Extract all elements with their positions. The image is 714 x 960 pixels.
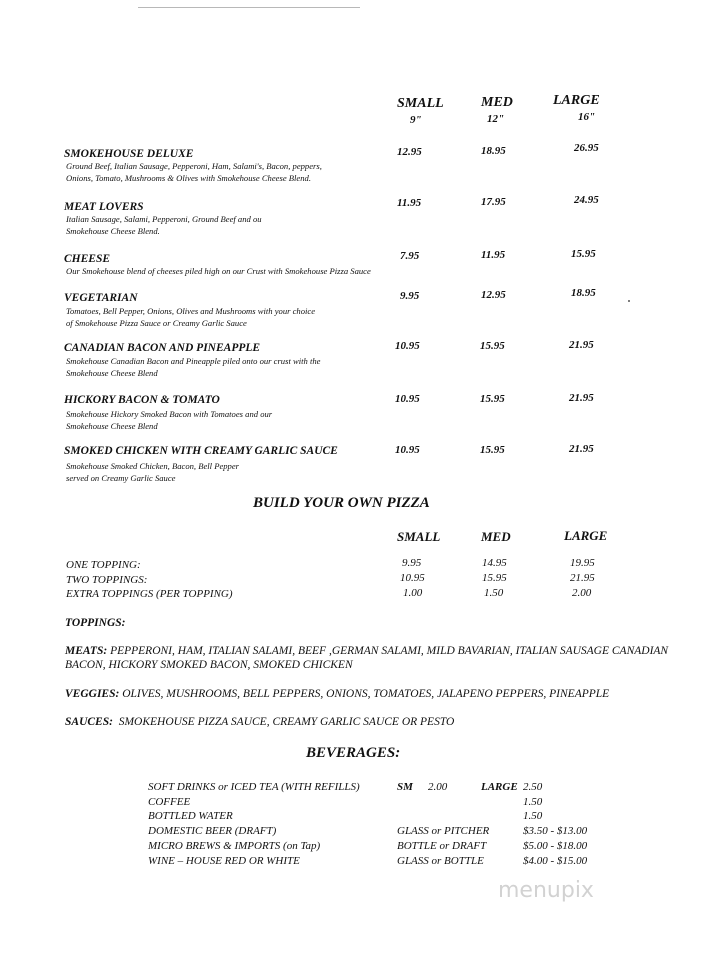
price-large: 18.95: [571, 287, 596, 299]
price-large: 21.95: [569, 339, 594, 351]
pizza-description: of Smokehouse Pizza Sauce or Creamy Garlic Sauce: [66, 318, 247, 328]
byo-header-med: MED: [481, 529, 511, 544]
pizza-description: Tomatoes, Bell Pepper, Onions, Olives and Mushrooms with your choice: [66, 306, 316, 316]
price-small: 12.95: [397, 146, 422, 158]
beverage-item: COFFEE: [148, 796, 191, 808]
price-small: 10.95: [395, 340, 420, 352]
byo-row-label: TWO TOPPINGS:: [66, 574, 148, 586]
pizza-description: Smokehouse Smoked Chicken, Bacon, Bell Pepper: [66, 461, 240, 471]
sauces-list: SMOKEHOUSE PIZZA SAUCE, CREAMY GARLIC SAUCE OR PESTO: [118, 716, 455, 728]
beverage-price: 1.50: [523, 796, 543, 808]
pizza-description: Smokehouse Canadian Bacon and Pineapple piled onto our crust with the: [66, 356, 321, 366]
watermark-logo: menupix: [498, 878, 594, 903]
pizza-description: Smokehouse Cheese Blend: [66, 368, 158, 378]
price-med: 11.95: [481, 249, 506, 261]
toppings-title: TOPPINGS:: [65, 617, 126, 629]
pizza-description: Smokehouse Cheese Blend: [66, 421, 158, 431]
beverage-size: GLASS or PITCHER: [397, 825, 490, 837]
price-small: 11.95: [397, 197, 422, 209]
meats-line: [65, 645, 668, 657]
byo-header-large: LARGE: [564, 528, 608, 543]
size-header-large: LARGE: [553, 93, 600, 108]
pizza-description: Our Smokehouse blend of cheeses piled high on our Crust with Smokehouse Pizza Sauce: [66, 266, 371, 276]
pizza-name: SMOKED CHICKEN WITH CREAMY GARLIC SAUCE: [64, 445, 338, 457]
beverage-price: $5.00 - $18.00: [523, 840, 588, 852]
size-header-small-inches: 9": [410, 114, 422, 126]
size-header-med: MED: [481, 95, 513, 110]
price-med: 18.95: [481, 145, 506, 157]
pizza-name: CANADIAN BACON AND PINEAPPLE: [64, 342, 261, 354]
veggies-list: OLIVES, MUSHROOMS, BELL PEPPERS, ONIONS, TOMATOES, JALAPENO PEPPERS, PINEAPPLE: [122, 688, 610, 700]
beverage-sm-price: 2.00: [428, 781, 448, 793]
beverages-title: BEVERAGES:: [306, 745, 401, 761]
beverage-size: BOTTLE or DRAFT: [397, 840, 487, 852]
pizza-description: Ground Beef, Italian Sausage, Pepperoni, Ham, Salami's, Bacon, peppers,: [66, 161, 322, 171]
size-header-med-inches: 12": [487, 113, 505, 125]
veggies-line: [65, 688, 609, 700]
sauces-line: [65, 716, 454, 728]
byo-price-small: 9.95: [402, 557, 422, 569]
price-large: 26.95: [574, 142, 599, 154]
beverage-lg-label: LARGE: [481, 781, 518, 793]
pizza-name: MEAT LOVERS: [64, 201, 144, 213]
price-med: 12.95: [481, 289, 506, 301]
beverage-price: 1.50: [523, 810, 543, 822]
pizza-description: Smokehouse Hickory Smoked Bacon with Tomatoes and our: [66, 409, 273, 419]
price-small: 7.95: [400, 250, 420, 262]
meats-list-cont: BACON, HICKORY SMOKED BACON, SMOKED CHICKEN: [65, 659, 353, 671]
byo-header-small: SMALL: [397, 529, 441, 544]
price-small: 9.95: [400, 290, 420, 302]
price-med: 17.95: [481, 196, 506, 208]
price-large: 15.95: [571, 248, 596, 260]
byo-price-small: 10.95: [400, 572, 425, 584]
price-small: 10.95: [395, 444, 420, 456]
price-med: 15.95: [480, 340, 505, 352]
pizza-name: HICKORY BACON & TOMATO: [64, 394, 220, 406]
price-med: 15.95: [480, 444, 505, 456]
price-med: 15.95: [480, 393, 505, 405]
byo-title: BUILD YOUR OWN PIZZA: [253, 495, 430, 511]
pizza-description: Italian Sausage, Salami, Pepperoni, Ground Beef and ou: [66, 214, 262, 224]
pizza-name: CHEESE: [64, 253, 111, 265]
price-large: 21.95: [569, 392, 594, 404]
byo-price-large: 2.00: [572, 587, 592, 599]
beverage-item: BOTTLED WATER: [148, 810, 233, 822]
beverage-size: GLASS or BOTTLE: [397, 855, 484, 867]
meats-label: MEATS:: [65, 645, 108, 657]
byo-row-label: ONE TOPPING:: [66, 559, 141, 571]
price-large: 24.95: [574, 194, 599, 206]
pizza-description: Onions, Tomato, Mushrooms & Olives with Smokehouse Cheese Blend.: [66, 173, 311, 183]
beverage-price: $4.00 - $15.00: [523, 855, 588, 867]
byo-price-small: 1.00: [403, 587, 423, 599]
beverage-item: DOMESTIC BEER (DRAFT): [148, 825, 277, 837]
pizza-description: Smokehouse Cheese Blend.: [66, 226, 160, 236]
byo-price-large: 21.95: [570, 572, 595, 584]
pizza-description: served on Creamy Garlic Sauce: [66, 473, 176, 483]
size-header-small: SMALL: [397, 96, 444, 111]
beverage-item: SOFT DRINKS or ICED TEA (WITH REFILLS): [148, 781, 360, 793]
beverage-item: WINE – HOUSE RED OR WHITE: [148, 855, 300, 867]
price-small: 10.95: [395, 393, 420, 405]
beverage-sm-label: SM: [397, 781, 413, 793]
byo-row-label: EXTRA TOPPINGS (PER TOPPING): [66, 588, 233, 600]
byo-price-med: 14.95: [482, 557, 507, 569]
byo-price-large: 19.95: [570, 557, 595, 569]
beverage-price: $3.50 - $13.00: [523, 825, 588, 837]
meats-list: PEPPERONI, HAM, ITALIAN SALAMI, BEEF ,GERMAN SALAMI, MILD BAVARIAN, ITALIAN SAUSAGE CANADIAN: [110, 645, 669, 657]
veggies-label: VEGGIES:: [65, 688, 120, 700]
size-header-large-inches: 16": [578, 111, 596, 123]
pizza-name: SMOKEHOUSE DELUXE: [64, 148, 194, 160]
pizza-name: VEGETARIAN: [64, 292, 138, 304]
sauces-label: SAUCES:: [65, 716, 113, 728]
beverage-lg-price: 2.50: [523, 781, 543, 793]
byo-price-med: 15.95: [482, 572, 507, 584]
scan-speck: [628, 300, 630, 302]
byo-price-med: 1.50: [484, 587, 504, 599]
beverage-item: MICRO BREWS & IMPORTS (on Tap): [148, 840, 321, 852]
top-rule: [138, 7, 360, 8]
price-large: 21.95: [569, 443, 594, 455]
